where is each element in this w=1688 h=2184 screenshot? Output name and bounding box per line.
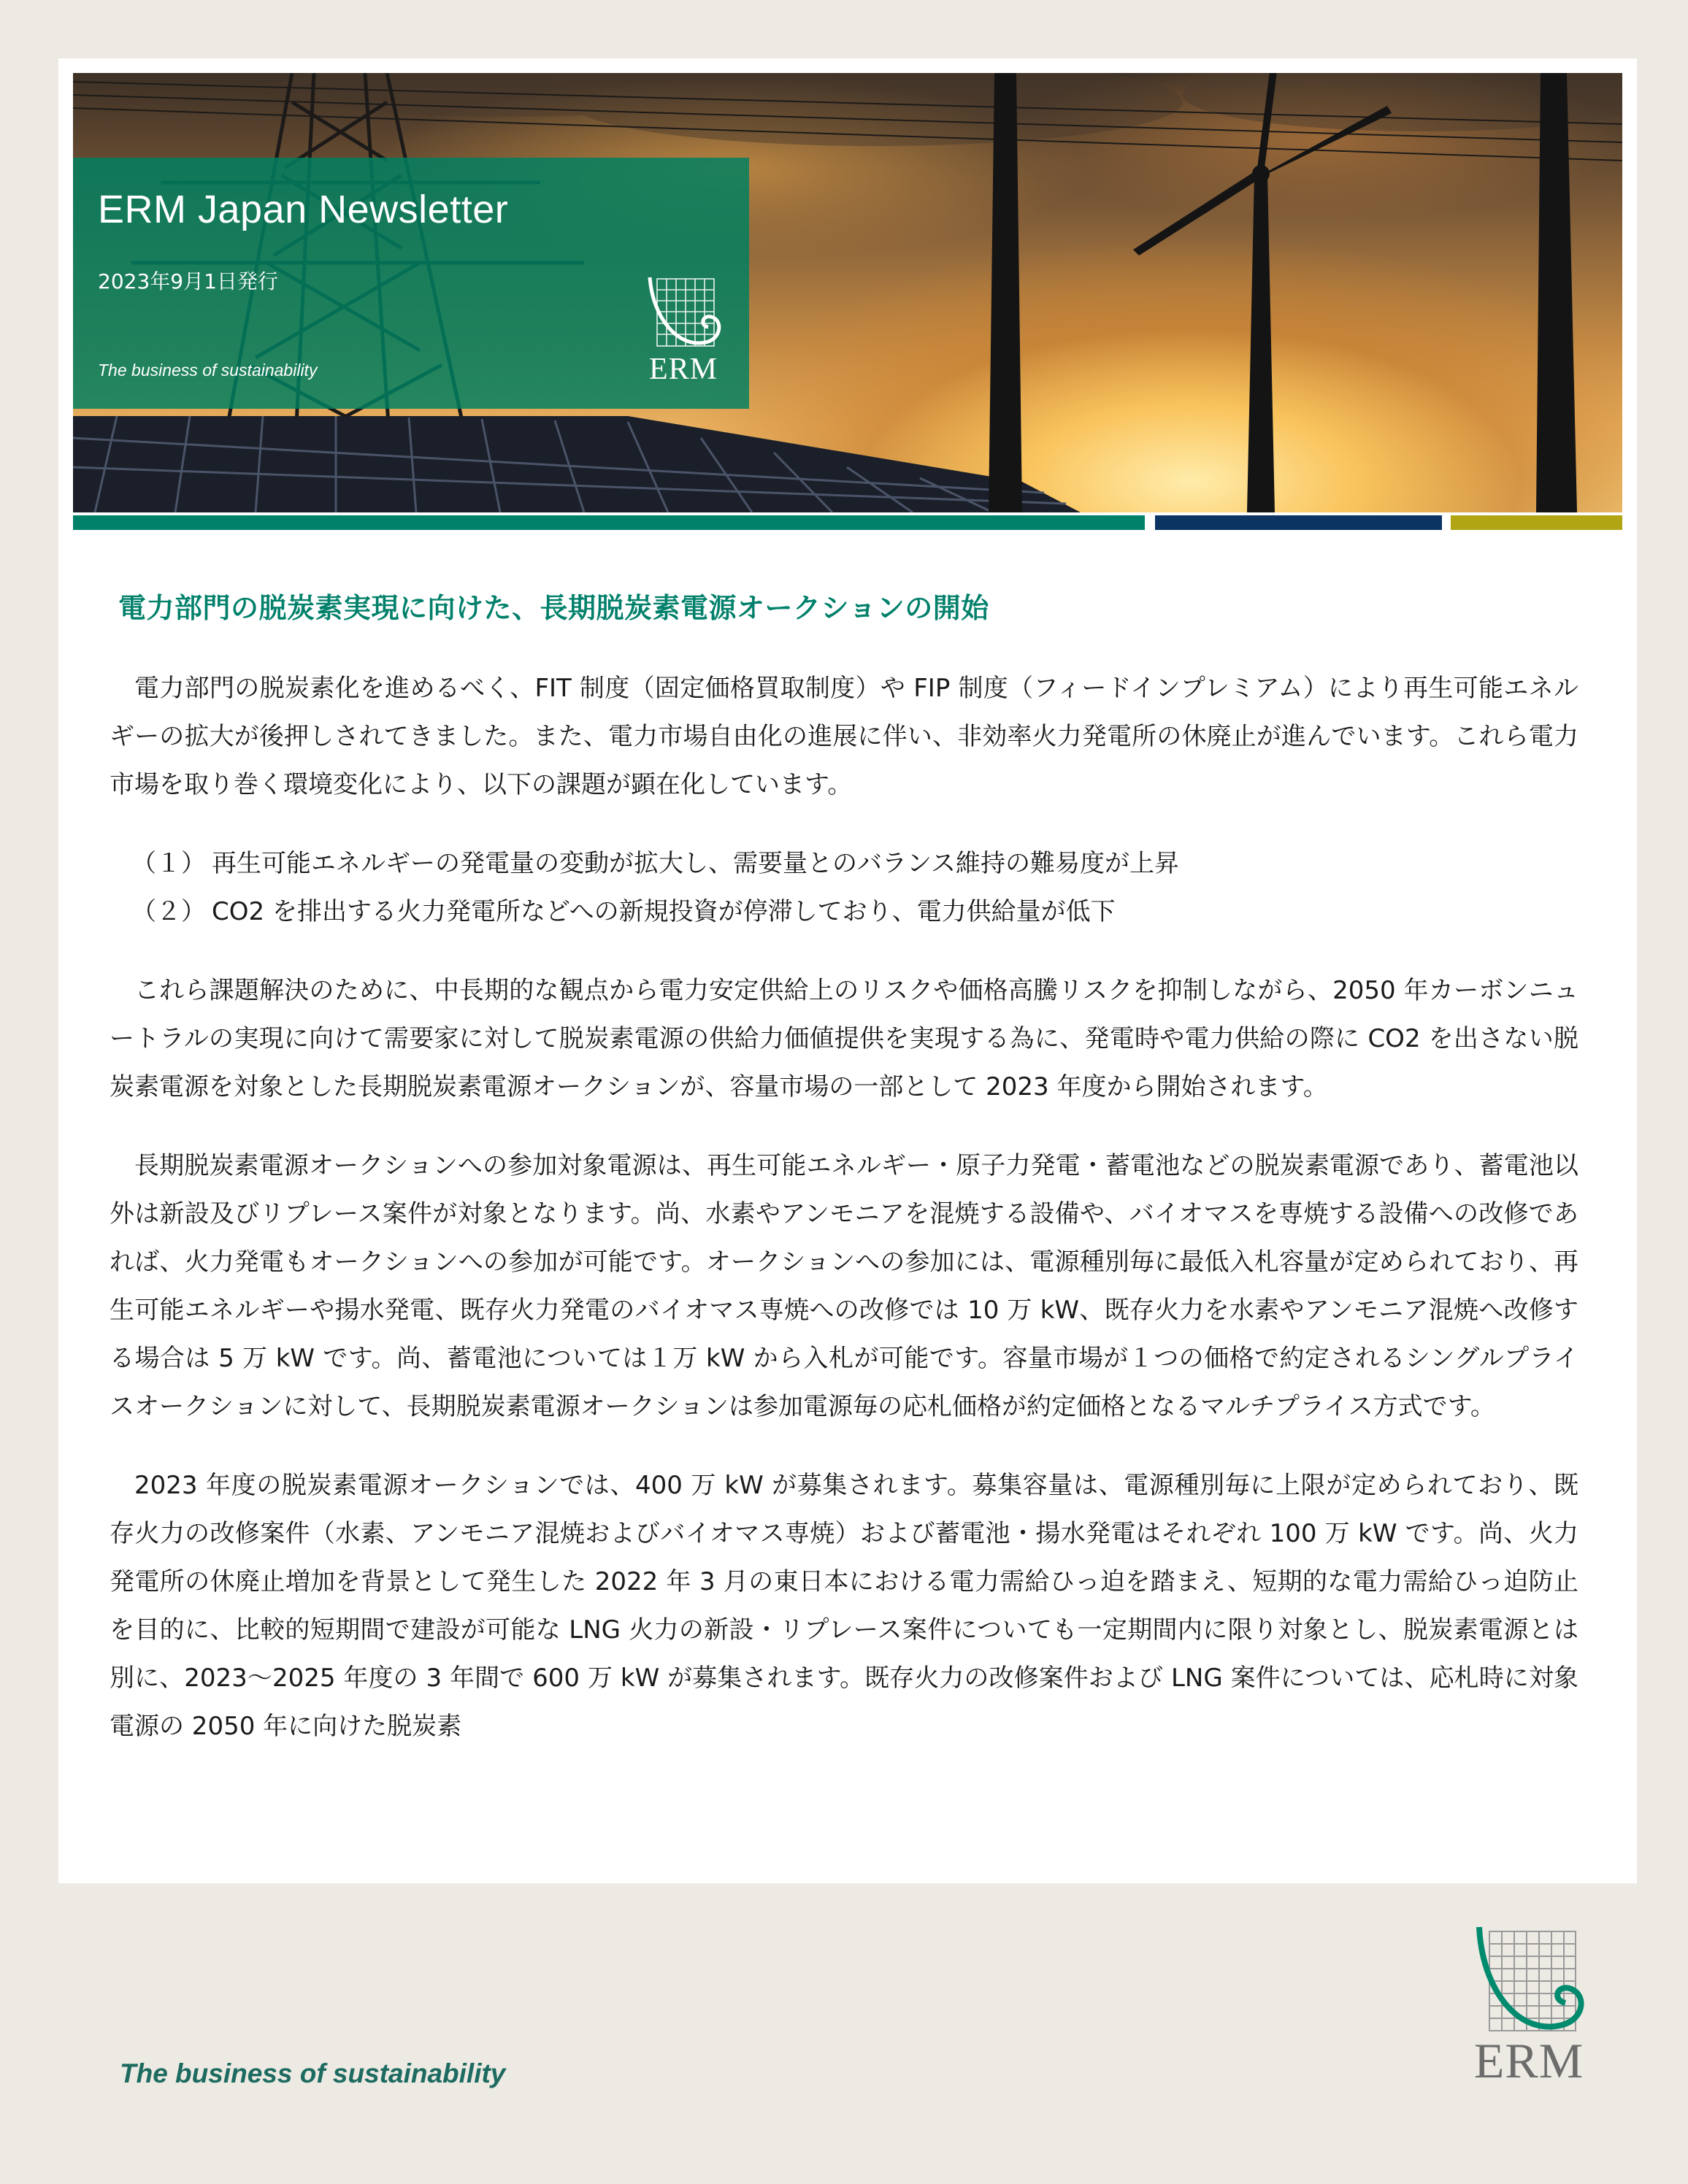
erm-logo-footer [1468, 1924, 1590, 2086]
article-paragraph: 長期脱炭素電源オークションへの参加対象電源は、再生可能エネルギー・原子力発電・蓄電池などの脱炭素電源であり、蓄電池以外は新設及びリプレース案件が対象となります。尚、水素やアンモニアを混焼する設備や、バイオマスを専焼する設備への改修であれば、火力発電もオークションへの参加が可能です。オークションへの参加には、電源種別毎に最低入札容量が定められており、再生可能エネルギーや揚水発電、既存火力発電のバイオマス専焼への改修では 10 万 kW、既存火力を水素やアンモニア混焼へ改修する場合は 5 万 kW です。尚、蓄電池については１万 kW から入札が可能です。容量市場が１つの価格で約定されるシングルプライスオークションに対して、長期脱炭素電源オークションは参加電源毎の応札価格が約定価格となるマルチプライス方式です。 [110, 1151, 1578, 1421]
list-item-number: （１） [131, 849, 206, 878]
article-headline: 電力部門の脱炭素実現に向けた、長期脱炭素電源オークションの開始 [118, 592, 989, 624]
list-item-number: （２） [131, 897, 206, 926]
erm-logo-banner [642, 274, 724, 391]
banner-tagline: The business of sustainability [98, 361, 318, 380]
article-body [110, 664, 1578, 1781]
erm-grid-swirl-icon [642, 274, 724, 355]
accent-bar-olive [1451, 515, 1622, 530]
issue-list [110, 839, 1578, 936]
list-item-text: 再生可能エネルギーの発電量の変動が拡大し、需要量とのバランス維持の難易度が上昇 [212, 849, 1179, 878]
erm-grid-swirl-icon [1468, 1924, 1590, 2041]
issue-date: 2023年9月1日発行 [98, 269, 278, 293]
list-item-text: CO2 を排出する火力発電所などへの新規投資が停滞しており、電力供給量が低下 [212, 897, 1116, 926]
list-item [110, 839, 1578, 888]
header-banner [73, 73, 1622, 512]
footer-tagline: The business of sustainability [120, 2058, 506, 2088]
newsletter-title-box [73, 158, 749, 409]
solar-panels-icon [73, 416, 1081, 512]
erm-logo-text-footer: ERM [1473, 2033, 1584, 2088]
accent-bar-green [73, 515, 1145, 530]
newsletter-page [58, 58, 1637, 1883]
article-paragraph: 電力部門の脱炭素化を進めるべく、FIT 制度（固定価格買取制度）や FIP 制度（フィードインプレミアム）により再生可能エネルギーの拡大が後押しされてきました。また、電力市場自由化の進展に伴い、非効率火力発電所の休廃止が進んでいます。これら電力市場を取り巻く環境変化により、以下の課題が顕在化しています。 [110, 674, 1578, 799]
article-paragraph: 2023 年度の脱炭素電源オークションでは、400 万 kW が募集されます。募集容量は、電源種別毎に上限が定められており、既存火力の改修案件（水素、アンモニア混焼およびバイオマス専焼）および蓄電池・揚水発電はそれぞれ 100 万 kW です。尚、火力発電所の休廃止増加を背景として発生した 2022 年 3 月の東日本における電力需給ひっ迫を踏まえ、短期的な電力需給ひっ迫防止を目的に、比較的短期間で建設が可能な LNG 火力の新設・リプレース案件についても一定期間内に限り対象とし、脱炭素電源とは別に、2023〜2025 年度の 3 年間で 600 万 kW が募集されます。既存火力の改修案件および LNG 案件については、応札時に対象電源の 2050 年に向けた脱炭素 [110, 1471, 1578, 1741]
erm-logo-text-banner: ERM [648, 353, 718, 386]
cloud-shapes [277, 73, 1622, 146]
article-paragraph: これら課題解決のために、中長期的な観点から電力安定供給上のリスクや価格高騰リスクを抑制しながら、2050 年カーボンニュートラルの実現に向けて需要家に対して脱炭素電源の供給力価値提供を実現する為に、発電時や電力供給の際に CO2 を出さない脱炭素電源を対象とした長期脱炭素電源オークションが、容量市場の一部として 2023 年度から開始されます。 [110, 976, 1578, 1101]
newsletter-title: ERM Japan Newsletter [98, 188, 509, 231]
accent-bar-navy [1155, 515, 1442, 530]
list-item [110, 888, 1578, 936]
